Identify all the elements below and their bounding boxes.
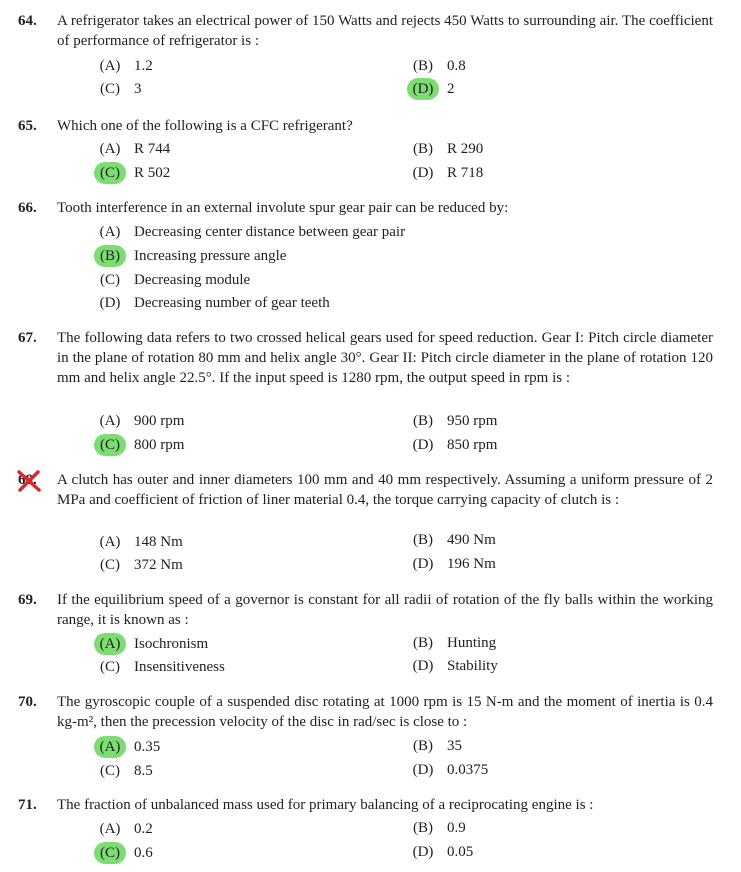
option-text: 0.35 <box>134 739 161 755</box>
option-label: (D) <box>412 165 434 181</box>
option-label: (C) <box>100 763 120 779</box>
option-a[interactable] <box>94 736 160 758</box>
option-label: (B) <box>413 820 433 836</box>
question-number: 69. <box>18 592 37 608</box>
option-text: Decreasing module <box>134 272 251 288</box>
option-label: (B) <box>413 141 433 157</box>
option-d[interactable] <box>407 759 488 781</box>
option-text: Isochronism <box>134 636 209 652</box>
option-text: 148 Nm <box>134 534 183 550</box>
option-label: (A) <box>99 141 121 157</box>
option-c[interactable] <box>94 434 184 456</box>
option-a[interactable] <box>94 410 184 432</box>
option-text: 35 <box>447 738 462 754</box>
question-number: 70. <box>18 694 37 710</box>
option-text: 0.6 <box>134 845 153 861</box>
option-text: R 502 <box>134 165 171 181</box>
option-label-highlighted: (C) <box>94 434 126 456</box>
option-label: (B) <box>413 413 433 429</box>
option-b[interactable] <box>407 632 496 654</box>
option-c[interactable] <box>94 656 225 678</box>
option-text: R 744 <box>134 141 171 157</box>
option-c[interactable] <box>94 842 153 864</box>
option-text: 0.2 <box>134 821 153 837</box>
option-label: (D) <box>412 437 434 453</box>
option-label-highlighted: (A) <box>94 736 126 758</box>
cross-mark-icon <box>16 470 42 492</box>
option-label-highlighted: (B) <box>94 245 126 267</box>
option-label: (A) <box>99 413 121 429</box>
option-label: (C) <box>100 81 120 97</box>
option-text: Increasing pressure angle <box>134 248 287 264</box>
option-text: 490 Nm <box>447 532 496 548</box>
question-text: A clutch has outer and inner diameters 100 mm and 40 mm respectively. Assuming a uniform pressure of 2 MPa and coefficient of friction of liner material 0.4, the torque carrying capacity of clutch is : <box>57 472 713 508</box>
option-c[interactable] <box>94 760 153 782</box>
option-d[interactable] <box>94 292 330 314</box>
option-a[interactable] <box>94 138 170 160</box>
option-label-highlighted: (A) <box>94 633 126 655</box>
option-a[interactable] <box>94 818 153 840</box>
option-text: 196 Nm <box>447 556 496 572</box>
option-label: (D) <box>412 844 434 860</box>
question-text: The fraction of unbalanced mass used for primary balancing of a reciprocating engine is : <box>57 797 594 813</box>
option-label: (B) <box>413 58 433 74</box>
option-text: 1.2 <box>134 58 153 74</box>
option-label: (B) <box>413 738 433 754</box>
option-label-highlighted: (C) <box>94 842 126 864</box>
option-text: 950 rpm <box>447 413 498 429</box>
option-b[interactable] <box>407 138 483 160</box>
option-text: 0.05 <box>447 844 474 860</box>
question-number: 65. <box>18 118 37 134</box>
option-label: (A) <box>99 821 121 837</box>
question-text: A refrigerator takes an electrical power of 150 Watts and rejects 450 Watts to surrounding air. The coefficient of performance of refrigerator is : <box>57 13 713 49</box>
option-label: (D) <box>412 556 434 572</box>
question-text: The following data refers to two crossed helical gears used for speed reduction. Gear I: Pitch circle diameter in the plane of rotation 80 mm and helix angle 30°. Gear II: Pitch circle diameter in the plane of rotation 120 mm and helix angle 22.5°. If the input speed is 1280 rpm, the output speed in rpm is : <box>57 330 713 386</box>
option-text: 3 <box>134 81 142 97</box>
question-number: 64. <box>18 13 37 29</box>
option-b[interactable] <box>407 529 496 551</box>
option-label: (D) <box>412 658 434 674</box>
option-label: (C) <box>100 659 120 675</box>
option-a[interactable] <box>94 221 405 243</box>
question-text: Which one of the following is a CFC refrigerant? <box>57 118 353 134</box>
option-text: 8.5 <box>134 763 153 779</box>
question-text: Tooth interference in an external involute spur gear pair can be reduced by: <box>57 200 509 216</box>
option-label: (A) <box>99 58 121 74</box>
option-text: R 290 <box>447 141 484 157</box>
option-text: Hunting <box>447 635 497 651</box>
option-text: 0.9 <box>447 820 466 836</box>
option-text: Decreasing number of gear teeth <box>134 295 330 311</box>
option-text: 0.8 <box>447 58 466 74</box>
option-d[interactable] <box>407 655 498 677</box>
option-label: (C) <box>100 272 120 288</box>
option-c[interactable] <box>94 269 250 291</box>
option-a[interactable] <box>94 633 208 655</box>
option-text: R 718 <box>447 165 484 181</box>
option-c[interactable] <box>94 162 170 184</box>
option-text: 900 rpm <box>134 413 185 429</box>
option-b[interactable] <box>407 735 462 757</box>
option-c[interactable] <box>94 554 183 576</box>
option-a[interactable] <box>94 55 153 77</box>
option-text: Stability <box>447 658 498 674</box>
question-text: The gyroscopic couple of a suspended disc rotating at 1000 rpm is 15 N-m and the moment of inertia is 0.4 kg-m², then the precession velocity of the disc in rad/sec is close to : <box>57 694 713 730</box>
option-label: (B) <box>413 532 433 548</box>
question-number: 67. <box>18 330 37 346</box>
option-label: (C) <box>100 557 120 573</box>
option-label-highlighted: (D) <box>407 78 439 100</box>
option-d[interactable] <box>407 162 483 184</box>
option-text: 850 rpm <box>447 437 498 453</box>
option-d[interactable] <box>407 78 455 100</box>
question-number: 66. <box>18 200 37 216</box>
option-b[interactable] <box>94 245 286 267</box>
option-d[interactable] <box>407 841 473 863</box>
option-b[interactable] <box>407 817 466 839</box>
option-label: (A) <box>99 534 121 550</box>
option-b[interactable] <box>407 410 497 432</box>
option-label: (D) <box>412 762 434 778</box>
option-text: Decreasing center distance between gear pair <box>134 224 406 240</box>
option-label: (A) <box>99 224 121 240</box>
question-number: 68. <box>18 472 37 488</box>
option-text: 800 rpm <box>134 437 185 453</box>
option-text: 0.0375 <box>447 762 489 778</box>
option-b[interactable] <box>407 55 466 77</box>
option-d[interactable] <box>407 434 497 456</box>
option-text: 2 <box>447 81 455 97</box>
option-text: 372 Nm <box>134 557 183 573</box>
option-label: (D) <box>99 295 121 311</box>
question-number: 71. <box>18 797 37 813</box>
option-label: (B) <box>413 635 433 651</box>
option-text: Insensitiveness <box>134 659 225 675</box>
question-text: If the equilibrium speed of a governor is constant for all radii of rotation of the fly balls within the working range, it is known as : <box>57 592 713 628</box>
option-label-highlighted: (C) <box>94 162 126 184</box>
option-d[interactable] <box>407 553 496 575</box>
option-c[interactable] <box>94 78 142 100</box>
option-a[interactable] <box>94 531 183 553</box>
